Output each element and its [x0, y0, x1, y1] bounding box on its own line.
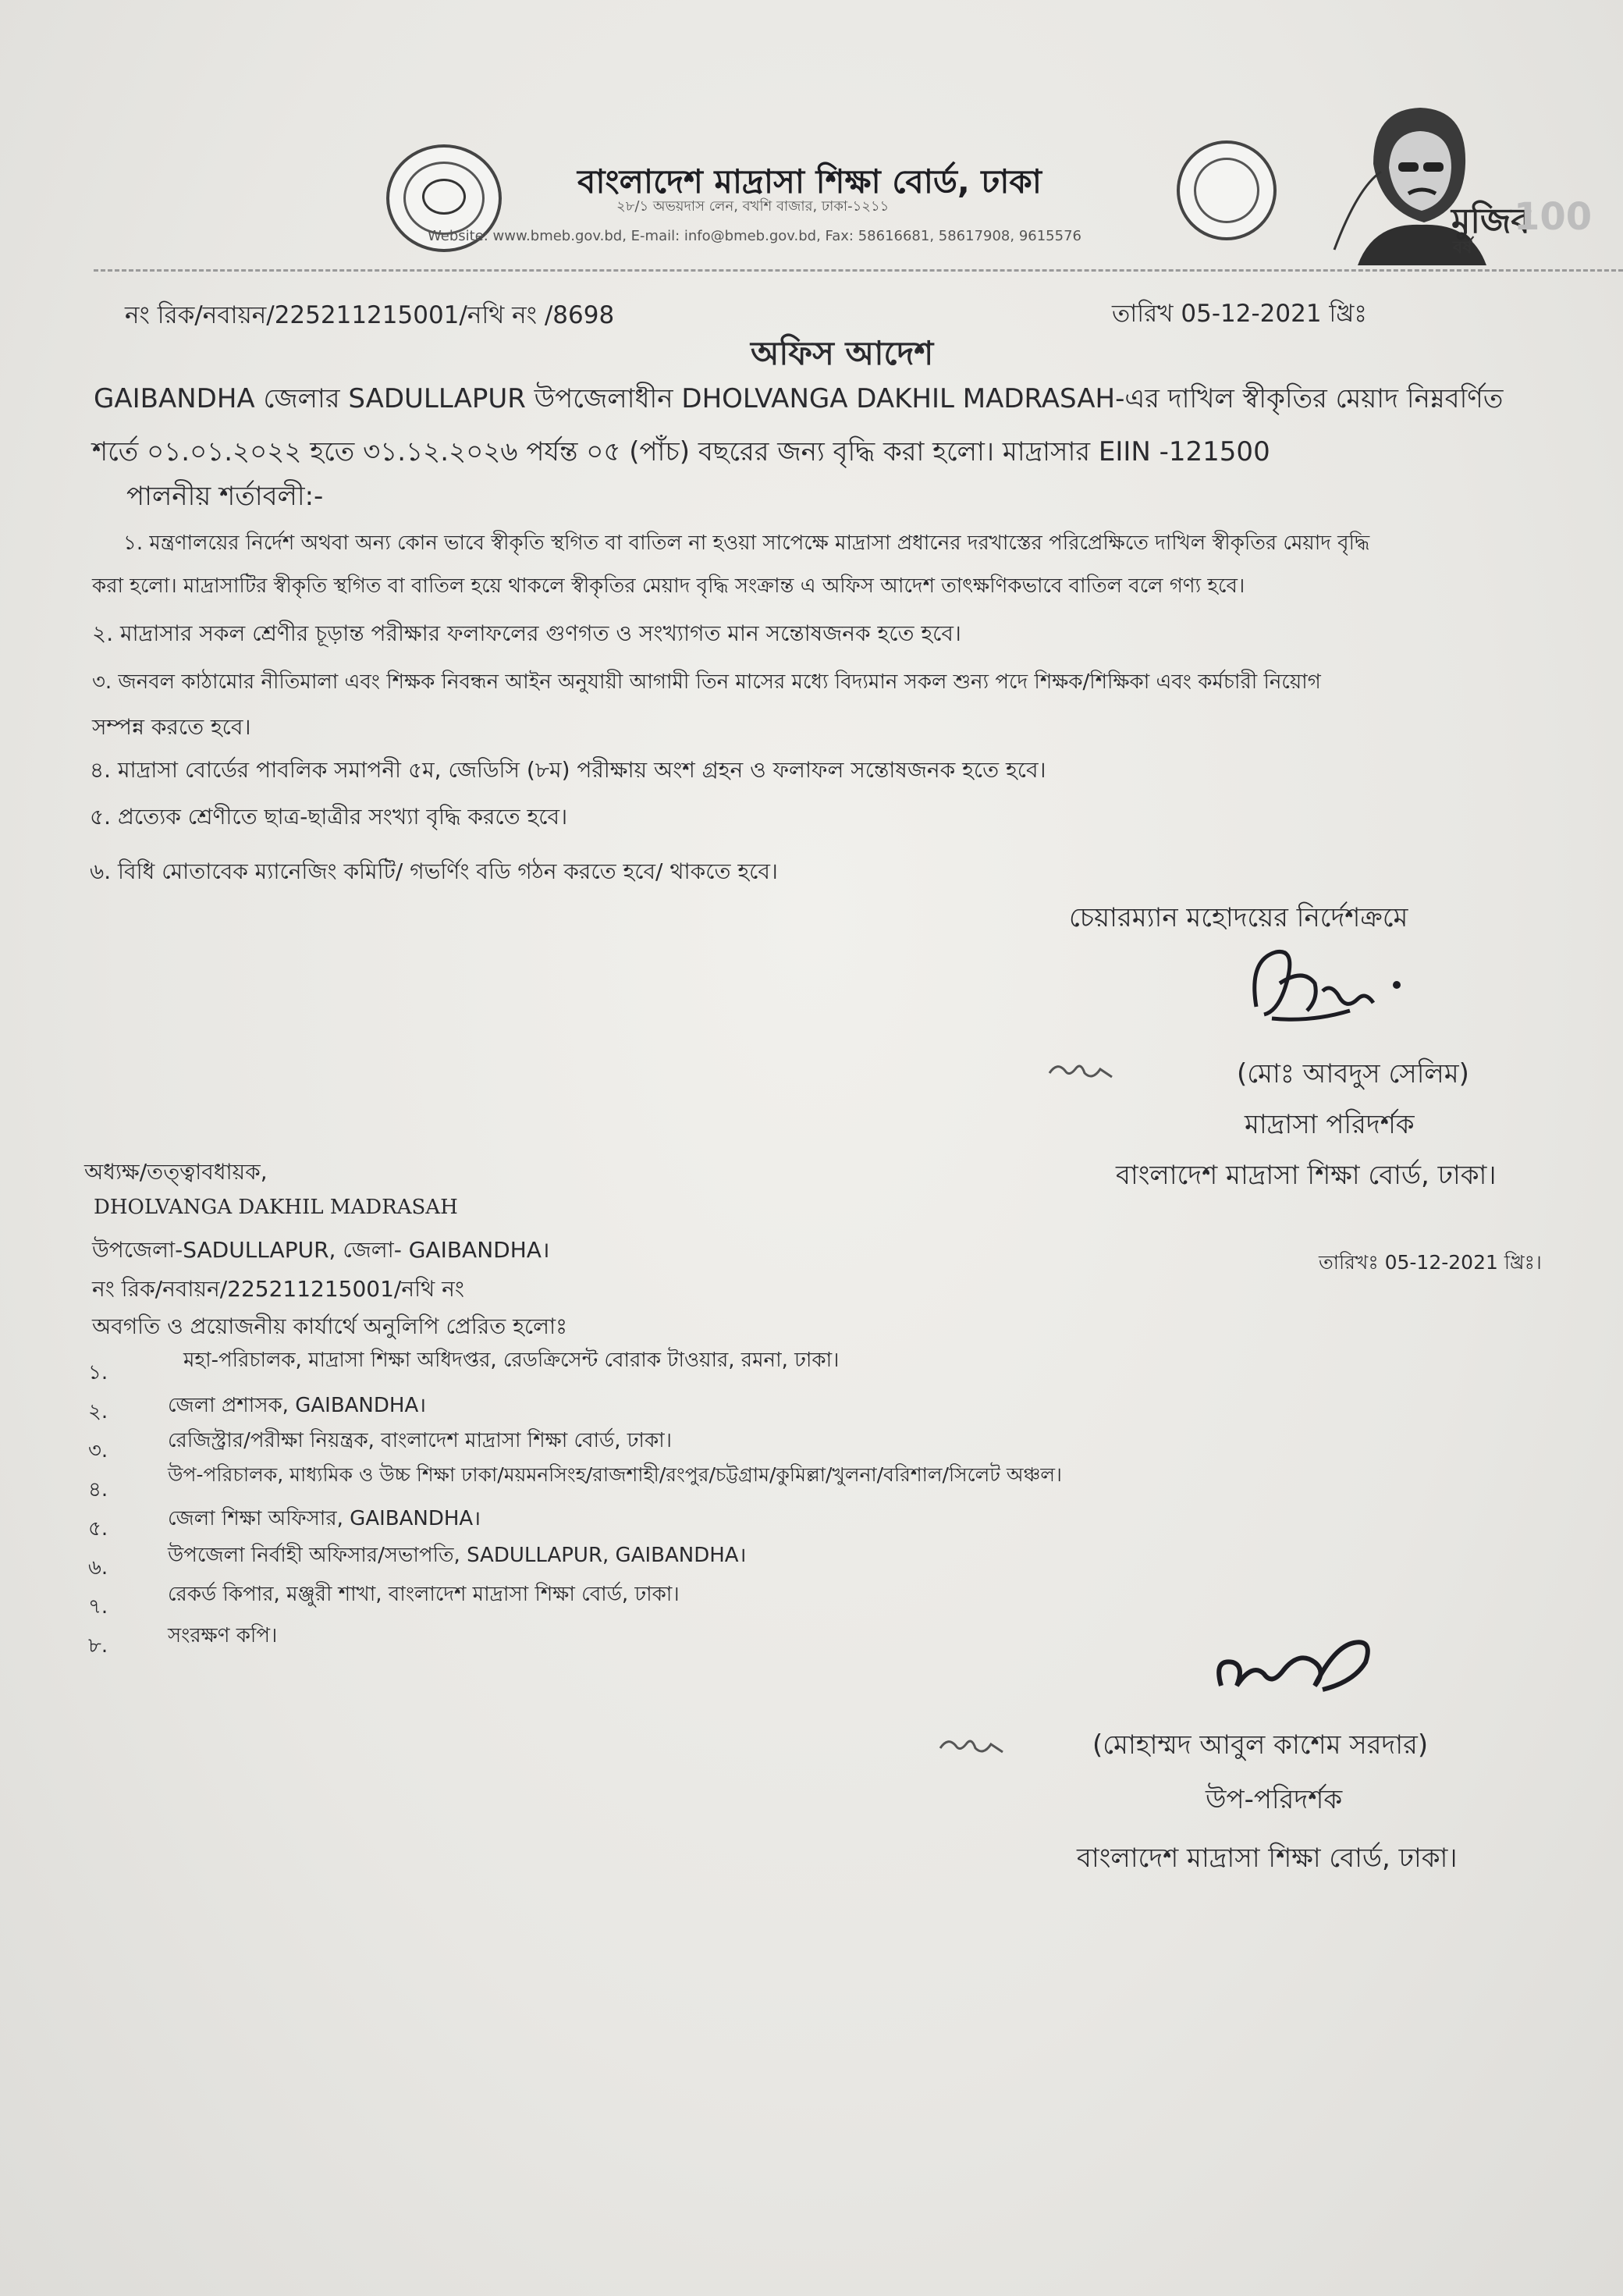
- signatory-1-office: বাংলাদেশ মাদ্রাসা শিক্ষা বোর্ড, ঢাকা।: [1116, 1160, 1497, 1191]
- board-contact-line: Website: www.bmeb.gov.bd, E-mail: info@bmeb.gov.bd, Fax: 58616681, 58617908, 9615576: [428, 228, 1081, 244]
- signature-2-image: [1198, 1615, 1385, 1709]
- copy-list-item: জেলা প্রশাসক, GAIBANDHA।: [168, 1394, 427, 1417]
- copy-list-item: রেকর্ড কিপার, মঞ্জুরী শাখা, বাংলাদেশ মাদ্রাসা শিক্ষা বোর্ড, ঢাকা।: [168, 1583, 680, 1606]
- condition-6: ৬. বিধি মোতাবেক ম্যানেজিং কমিটি/ গভর্ণিং বডি গঠন করতে হবে/ থাকতে হবে।: [90, 858, 778, 884]
- signature-1-image: [1241, 937, 1412, 1038]
- condition-3: ৩. জনবল কাঠামোর নীতিমালা এবং শিক্ষক নিবন্ধন আইন অনুযায়ী আগামী তিন মাসের মধ্যে বিদ্যমান সকল শুন্য পদে শিক্ষক/শিক্ষিকা এবং কর্মচারী নিয়োগ: [92, 670, 1321, 694]
- copy-list-item: সংরক্ষণ কপি।: [168, 1624, 278, 1647]
- by-order-of-chairman: চেয়ারম্যান মহোদয়ের নির্দেশক্রমে: [1069, 902, 1408, 933]
- recipient-institution: DHOLVANGA DAKHIL MADRASAH: [94, 1196, 458, 1219]
- copy-list-item: রেজিস্ট্রার/পরীক্ষা নিয়ন্ত্রক, বাংলাদেশ মাদ্রাসা শিক্ষা বোর্ড, ঢাকা।: [168, 1429, 672, 1452]
- copy-list-number: ৬.: [88, 1556, 108, 1580]
- copy-list-number: ৪.: [88, 1478, 108, 1502]
- memo-date: তারিখ 05-12-2021 খ্রিঃ: [1112, 300, 1367, 328]
- condition-5: ৫. প্রত্যেক শ্রেণীতে ছাত্র-ছাত্রীর সংখ্যা বৃদ্ধি করতে হবে।: [90, 804, 568, 830]
- signatory-1-designation: মাদ্রাসা পরিদর্শক: [1245, 1109, 1415, 1140]
- copy-intro: অবগতি ও প্রয়োজনীয় কার্যার্থে অনুলিপি প্রেরিত হলোঃ: [92, 1313, 567, 1339]
- condition-3-continued: সম্পন্ন করতে হবে।: [92, 714, 251, 740]
- copy-list-number: ৮.: [88, 1634, 108, 1658]
- copy-list-item: মহা-পরিচালক, মাদ্রাসা শিক্ষা অধিদপ্তর, রেডক্রিসেন্ট বোরাক টাওয়ার, রমনা, ঢাকা।: [183, 1349, 840, 1372]
- order-body-line: GAIBANDHA জেলার SADULLAPUR উপজেলাধীন DHOLVANGA DAKHIL MADRASAH-এর দাখিল স্বীকৃতির মেয়াদ নিম্নবর্ণিত: [94, 383, 1504, 414]
- initial-mark-2: [936, 1729, 1007, 1760]
- copy-list-item: জেলা শিক্ষা অফিসার, GAIBANDHA।: [168, 1507, 481, 1530]
- conditions-heading: পালনীয় শর্তাবলী:-: [126, 481, 324, 512]
- copy-list-number: ২.: [88, 1400, 108, 1423]
- order-body-line: শর্তে ০১.০১.২০২২ হতে ৩১.১২.২০২৬ পর্যন্ত ০৫ (পাঁচ) বছরের জন্য বৃদ্ধি করা হলো। মাদ্রাসার EIIN -121500: [92, 436, 1270, 467]
- copy-reference: নং রিক/নবায়ন/225211215001/নথি নং: [92, 1276, 464, 1302]
- mujib-year-seal-icon: [1177, 140, 1277, 240]
- signatory-2-office: বাংলাদেশ মাদ্রাসা শিক্ষা বোর্ড, ঢাকা।: [1077, 1843, 1458, 1874]
- copy-list-item: উপজেলা নির্বাহী অফিসার/সভাপতি, SADULLAPUR, GAIBANDHA।: [168, 1544, 747, 1567]
- copy-list-number: ১.: [88, 1361, 108, 1384]
- memo-reference: নং রিক/নবায়ন/225211215001/নথি নং /8698: [125, 301, 615, 329]
- copy-list-number: ৭.: [88, 1595, 108, 1619]
- copy-list-number: ৩.: [88, 1439, 108, 1463]
- condition-2: ২. মাদ্রাসার সকল শ্রেণীর চূড়ান্ত পরীক্ষার ফলাফলের গুণগত ও সংখ্যাগত মান সন্তোষজনক হতে হবে।: [92, 620, 961, 646]
- signatory-1-name: (মোঃ আবদুস সেলিম): [1237, 1058, 1469, 1089]
- board-name: বাংলাদেশ মাদ্রাসা শিক্ষা বোর্ড, ঢাকা: [577, 162, 1042, 201]
- signatory-2-designation: উপ-পরিদর্শক: [1206, 1784, 1343, 1815]
- mujib-year-sub: বর্ষ: [1453, 238, 1472, 258]
- recipient-location: উপজেলা-SADULLAPUR, জেলা- GAIBANDHA।: [92, 1237, 550, 1263]
- recipient-title: অধ্যক্ষ/তত্ত্বাবধায়ক,: [84, 1159, 268, 1185]
- copy-list-item: উপ-পরিচালক, মাধ্যমিক ও উচ্চ শিক্ষা ঢাকা/ময়মনসিংহ/রাজশাহী/রংপুর/চট্টগ্রাম/কুমিল্লা/খুলনা/বরিশাল/সিলেট অঞ্চল।: [168, 1463, 1062, 1486]
- condition-1-continued: করা হলো। মাদ্রাসাটির স্বীকৃতি স্থগিত বা বাতিল হয়ে থাকলে স্বীকৃতির মেয়াদ বৃদ্ধি সংক্রান্ত এ অফিস আদেশ তাৎক্ষণিকভাবে বাতিল বলে গণ্য হবে।: [92, 574, 1245, 598]
- mujib-year-100: 100: [1514, 195, 1593, 239]
- office-order-title: অফিস আদেশ: [751, 334, 934, 372]
- condition-4: ৪. মাদ্রাসা বোর্ডের পাবলিক সমাপনী ৫ম, জেডিসি (৮ম) পরীক্ষায় অংশ গ্রহন ও ফলাফল সন্তোষজনক হতে হবে।: [90, 757, 1046, 783]
- initial-mark-1: [1046, 1054, 1116, 1085]
- board-address: ২৮/১ অভয়দাস লেন, বখশি বাজার, ঢাকা-১২১১: [616, 198, 890, 215]
- copy-date: তারিখঃ 05-12-2021 খ্রিঃ।: [1319, 1251, 1542, 1274]
- copy-list-number: ৫.: [88, 1517, 108, 1541]
- header-divider: [94, 269, 1623, 272]
- signatory-2-name: (মোহাম্মদ আবুল কাশেম সরদার): [1092, 1729, 1429, 1761]
- condition-1: ১. মন্ত্রণালয়ের নির্দেশ অথবা অন্য কোন ভাবে স্বীকৃতি স্থগিত বা বাতিল না হওয়া সাপেক্ষে মাদ্রাসা প্রধানের দরখাস্তের পরিপ্রেক্ষিতে দাখিল স্বীকৃতির মেয়াদ বৃদ্ধি: [123, 531, 1370, 555]
- mujib-year-label: মুজিব: [1451, 201, 1530, 241]
